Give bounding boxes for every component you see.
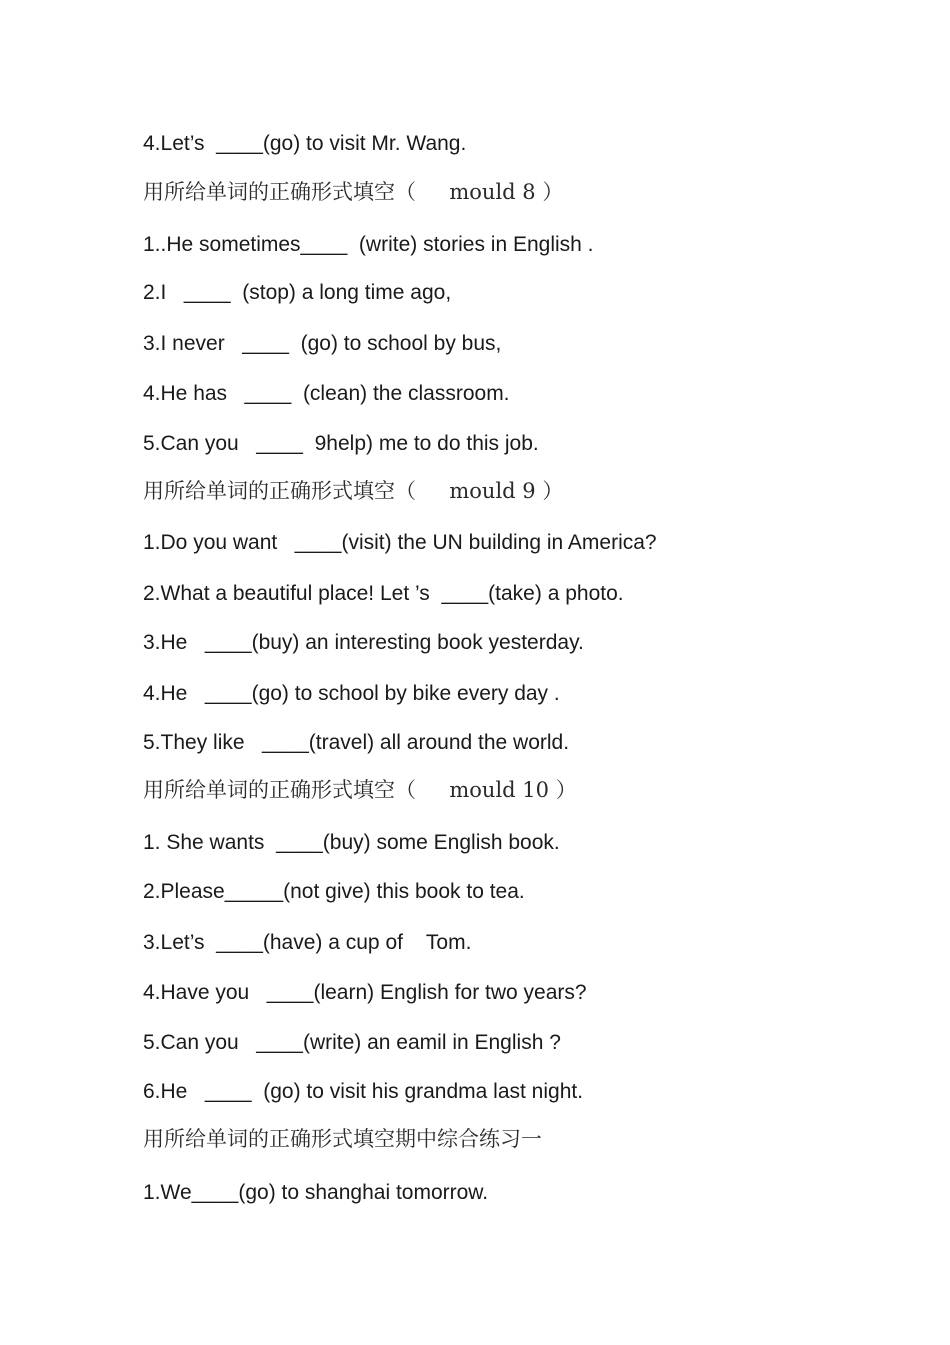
exercise-item: 3.Let’s ____(have) a cup of Tom. xyxy=(143,931,472,954)
exercise-item: 1. She wants ____(buy) some English book. xyxy=(143,831,560,854)
section-heading: 用所给单词的正确形式填空期中综合练习一 xyxy=(143,1127,542,1151)
exercise-item: 5.Can you ____(write) an eamil in English ? xyxy=(143,1031,561,1054)
exercise-item: 4.Let’s ____(go) to visit Mr. Wang. xyxy=(143,132,467,155)
exercise-item: 4.He has ____ (clean) the classroom. xyxy=(143,382,510,405)
exercise-item: 4.Have you ____(learn) English for two years? xyxy=(143,981,587,1004)
exercise-item: 1.Do you want ____(visit) the UN building in America? xyxy=(143,531,657,554)
exercise-item: 4.He ____(go) to school by bike every day . xyxy=(143,682,560,705)
exercise-item: 3.I never ____ (go) to school by bus, xyxy=(143,332,502,355)
exercise-item: 2.What a beautiful place! Let ’s ____(take) a photo. xyxy=(143,582,624,605)
exercise-item: 3.He ____(buy) an interesting book yesterday. xyxy=(143,631,584,654)
exercise-item: 5.Can you ____ 9help) me to do this job. xyxy=(143,432,539,455)
exercise-item: 2.I ____ (stop) a long time ago, xyxy=(143,281,452,304)
exercise-item: 2.Please_____(not give) this book to tea. xyxy=(143,880,525,903)
section-heading: 用所给单词的正确形式填空（ mould 10 ） xyxy=(143,778,577,802)
section-heading: 用所给单词的正确形式填空（ mould 9 ） xyxy=(143,479,564,503)
section-heading: 用所给单词的正确形式填空（ mould 8 ） xyxy=(143,180,564,204)
exercise-item: 5.They like ____(travel) all around the world. xyxy=(143,731,570,754)
exercise-item: 6.He ____ (go) to visit his grandma last night. xyxy=(143,1080,584,1103)
exercise-item: 1.We____(go) to shanghai tomorrow. xyxy=(143,1181,489,1204)
exercise-item: 1..He sometimes____ (write) stories in English . xyxy=(143,233,594,256)
